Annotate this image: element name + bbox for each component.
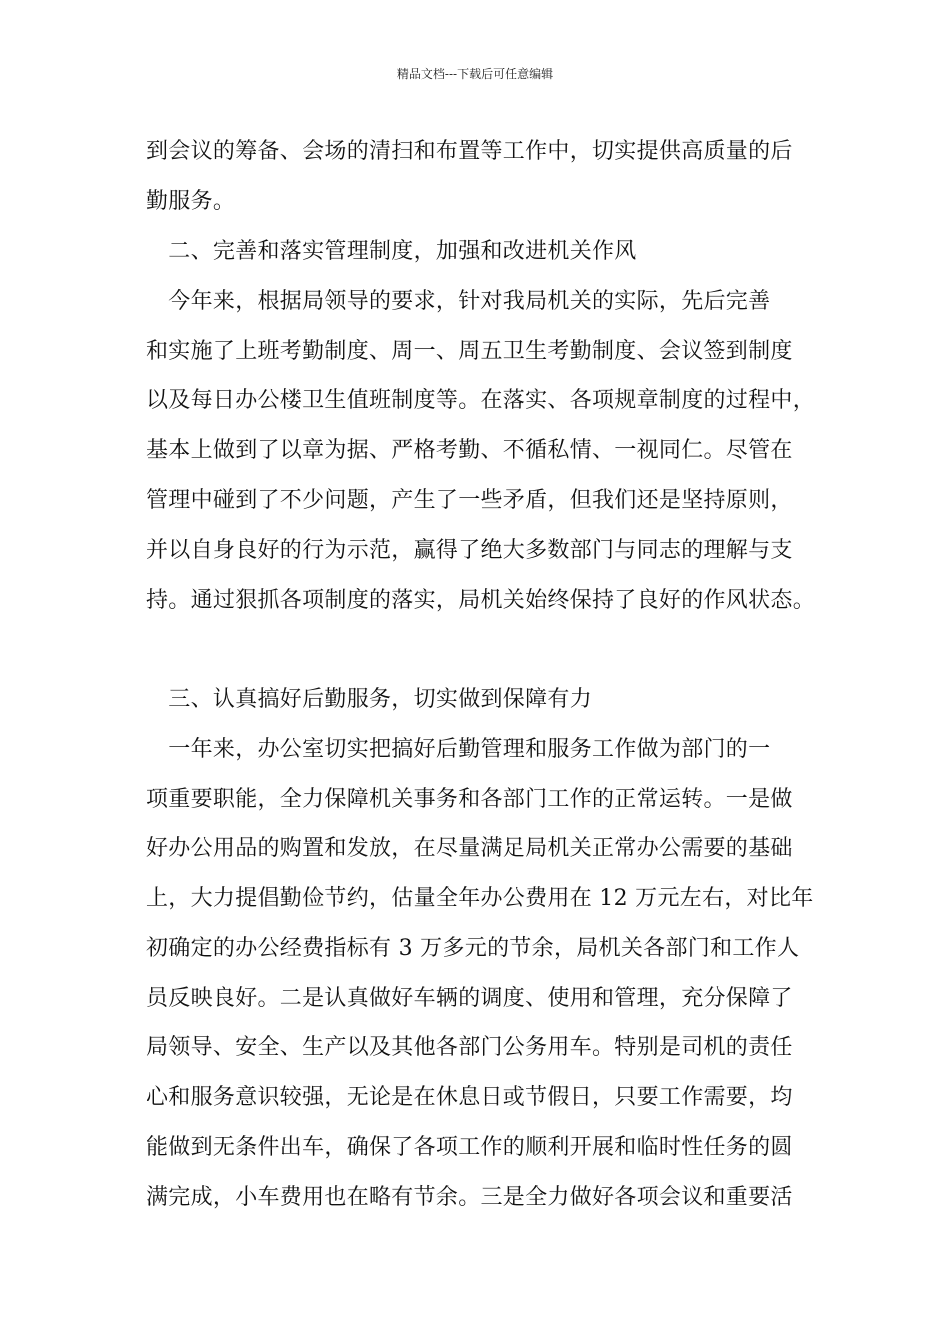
section-heading: 三、认真搞好后勤服务，切实做到保障有力 <box>146 687 593 712</box>
page-header: 精品文档---下载后可任意编辑 <box>396 67 554 81</box>
body-line: 满完成，小车费用也在略有节余。三是全力做好各项会议和重要活 <box>146 1185 793 1210</box>
body-line: 上，大力提倡勤俭节约，估量全年办公费用在 12 万元左右，对比年 <box>146 886 814 911</box>
body-line: 基本上做到了以章为据、严格考勤、不循私情、一视同仁。尽管在 <box>146 438 793 463</box>
section-heading: 二、完善和落实管理制度，加强和改进机关作风 <box>146 239 637 264</box>
body-line: 能做到无条件出车，确保了各项工作的顺利开展和临时性任务的圆 <box>146 1135 793 1160</box>
body-line: 今年来，根据局领导的要求，针对我局机关的实际，先后完善 <box>146 289 771 314</box>
body-line: 项重要职能，全力保障机关事务和各部门工作的正常运转。一是做 <box>146 787 793 812</box>
body-line: 以及每日办公楼卫生值班制度等。在落实、各项规章制度的过程中， <box>146 388 816 413</box>
body-line: 好办公用品的购置和发放，在尽量满足局机关正常办公需要的基础 <box>146 836 793 861</box>
body-line: 初确定的办公经费指标有 3 万多元的节余，局机关各部门和工作人 <box>146 936 800 961</box>
body-line: 和实施了上班考勤制度、周一、周五卫生考勤制度、会议签到制度 <box>146 339 793 364</box>
body-line: 局领导、安全、生产以及其他各部门公务用车。特别是司机的责任 <box>146 1035 793 1060</box>
body-line: 一年来，办公室切实把搞好后勤管理和服务工作做为部门的一 <box>146 737 771 762</box>
body-line: 到会议的筹备、会场的清扫和布置等工作中，切实提供高质量的后 <box>146 139 793 164</box>
body-line: 员反映良好。二是认真做好车辆的调度、使用和管理，充分保障了 <box>146 986 793 1011</box>
body-line: 管理中碰到了不少问题，产生了一些矛盾，但我们还是坚持原则， <box>146 488 793 513</box>
body-line: 勤服务。 <box>146 189 236 214</box>
body-line: 并以自身良好的行为示范，赢得了绝大多数部门与同志的理解与支 <box>146 538 793 563</box>
body-line: 心和服务意识较强，无论是在休息日或节假日，只要工作需要，均 <box>146 1085 793 1110</box>
body-line: 持。通过狠抓各项制度的落实，局机关始终保持了良好的作风状态。 <box>146 588 816 613</box>
